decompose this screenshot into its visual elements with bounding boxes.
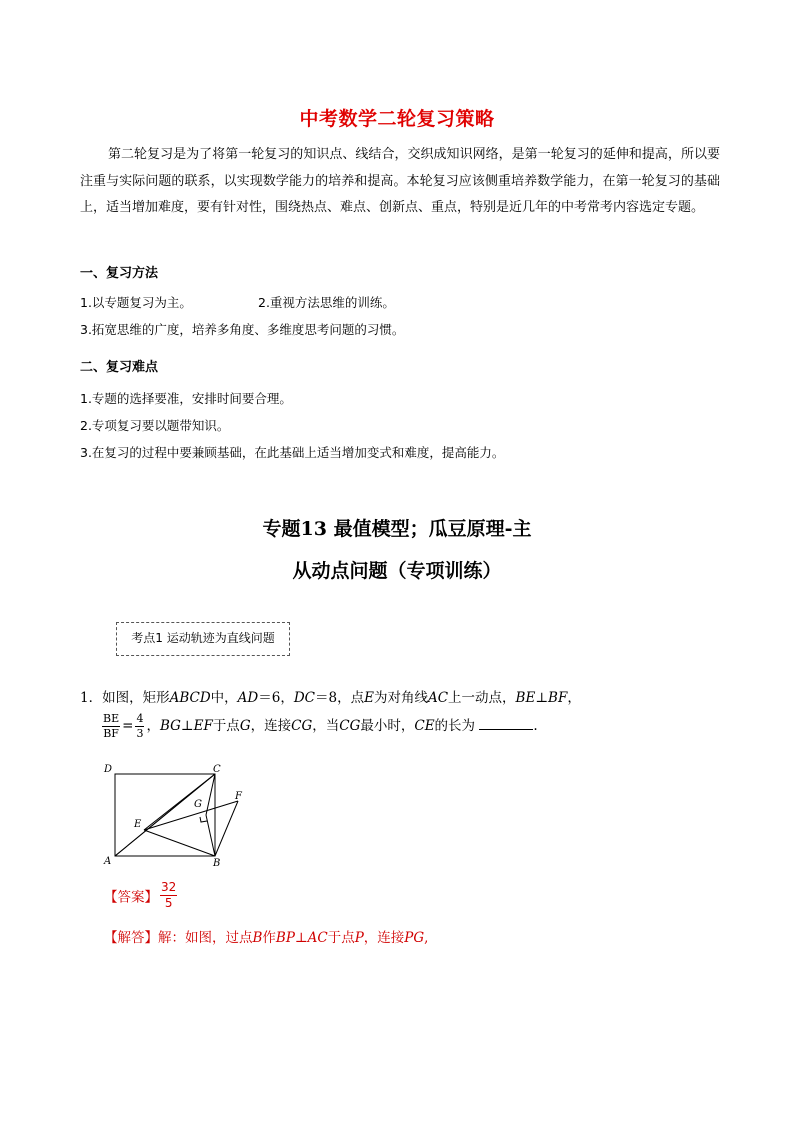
q-var: CG xyxy=(291,718,313,734)
question-line1 xyxy=(80,686,581,706)
answer-label: 【答案】 xyxy=(104,889,158,906)
section2-heading: 二、复习难点 xyxy=(80,360,159,375)
sol-var: P xyxy=(354,930,364,946)
solution-line xyxy=(104,926,428,946)
sol-var: B xyxy=(252,930,263,946)
fraction-numerator: 4 xyxy=(136,712,144,725)
q-text: ＝8，点 xyxy=(315,690,365,706)
label-e: E xyxy=(134,819,142,830)
section2-item3: 3.在复习的过程中要兼顾基础，在此基础上适当增加变式和难度，提高能力。 xyxy=(80,445,505,460)
topic-title-line2: 从动点问题（专项训练） xyxy=(292,560,502,582)
topic-title-line1: 专题13 最值模型；瓜豆原理-主 xyxy=(262,518,532,540)
q-text: 中， xyxy=(210,690,238,706)
answer-numerator: 32 xyxy=(161,880,177,894)
q-text: 为对角线 xyxy=(373,690,428,706)
right-angle-mark xyxy=(200,817,207,822)
q-var: AD xyxy=(237,690,259,706)
answer-denominator: 5 xyxy=(164,896,173,910)
q-text: ， xyxy=(146,718,160,734)
answer-blank xyxy=(479,717,533,730)
q-var: BE⊥BF xyxy=(515,690,568,706)
section1-item3: 3.拓宽思维的广度，培养多角度、多维度思考问题的习惯。 xyxy=(80,322,405,337)
label-f: F xyxy=(235,791,242,802)
label-b: B xyxy=(213,858,221,869)
sol-text: 作 xyxy=(262,930,276,946)
page-title: 中考数学二轮复习策略 xyxy=(299,108,495,130)
q-text: ， xyxy=(567,690,581,706)
q-var: CE xyxy=(414,718,435,734)
q-text: 的长为 xyxy=(434,718,476,734)
geometry-figure xyxy=(98,760,258,870)
fraction-be-bf xyxy=(102,712,120,741)
q-var: ABCD xyxy=(169,690,211,706)
q-text: 于点 xyxy=(212,718,240,734)
question-line2 xyxy=(100,712,538,741)
segment-ef xyxy=(144,801,238,830)
intro-paragraph: 第二轮复习是为了将第一轮复习的知识点、线结合，交织成知识网络，是第一轮复习的延伸和提高，所以要注重与实际问题的联系，以实现数学能力的培养和提高。本轮复习应该侧重培养数学能力，在第一轮复习的基础上，适当增加难度，要有针对性，围绕热点、难点、创新点、重点，特别是近几年的中考常考内容选定专题。 xyxy=(80,147,720,215)
q-text: 上一动点， xyxy=(448,690,516,706)
sol-text: ，连接 xyxy=(363,930,405,946)
fraction-denominator: BF xyxy=(103,727,119,740)
solution-label: 【解答】 xyxy=(104,930,158,946)
fraction-4-3 xyxy=(135,712,144,741)
q-var: G xyxy=(239,718,251,734)
question-number: 1． xyxy=(80,690,103,706)
q-var: AC xyxy=(427,690,449,706)
segment-gb xyxy=(206,815,215,856)
q-text: ，连接 xyxy=(250,718,292,734)
sol-text: , xyxy=(424,930,429,946)
kaodian-box: 考点1 运动轨迹为直线问题 xyxy=(116,622,290,656)
sol-var: PG xyxy=(404,930,425,946)
q-var: BG⊥EF xyxy=(159,718,213,734)
segment-eb xyxy=(144,830,215,856)
label-c: C xyxy=(213,764,221,775)
section1-item1: 1.以专题复习为主。 xyxy=(80,295,192,310)
q-text: ＝6， xyxy=(258,690,294,706)
sol-var: BP⊥AC xyxy=(275,930,328,946)
answer-row xyxy=(104,880,179,911)
q-text: ，当 xyxy=(312,718,340,734)
sol-text: 于点 xyxy=(327,930,355,946)
q-var: E xyxy=(364,690,374,706)
equals-sign: = xyxy=(122,718,134,734)
section2-item1: 1.专题的选择要准，安排时间要合理。 xyxy=(80,391,292,406)
q-var: DC xyxy=(293,690,315,706)
q-text: . xyxy=(533,718,538,734)
label-d: D xyxy=(104,764,113,775)
sol-text: 解：如图，过点 xyxy=(158,930,253,946)
q-text: 如图，矩形 xyxy=(102,690,170,706)
answer-fraction xyxy=(160,880,177,911)
q-text: 最小时， xyxy=(360,718,415,734)
q-var: CG xyxy=(339,718,361,734)
section1-item2: 2.重视方法思维的训练。 xyxy=(258,295,395,310)
fraction-numerator: BE xyxy=(103,712,120,725)
section1-heading: 一、复习方法 xyxy=(80,266,159,281)
section2-item2: 2.专项复习要以题带知识。 xyxy=(80,418,230,433)
segment-bf xyxy=(215,801,238,856)
label-g: G xyxy=(194,799,202,810)
label-a: A xyxy=(104,856,112,867)
fraction-denominator: 3 xyxy=(136,727,144,740)
